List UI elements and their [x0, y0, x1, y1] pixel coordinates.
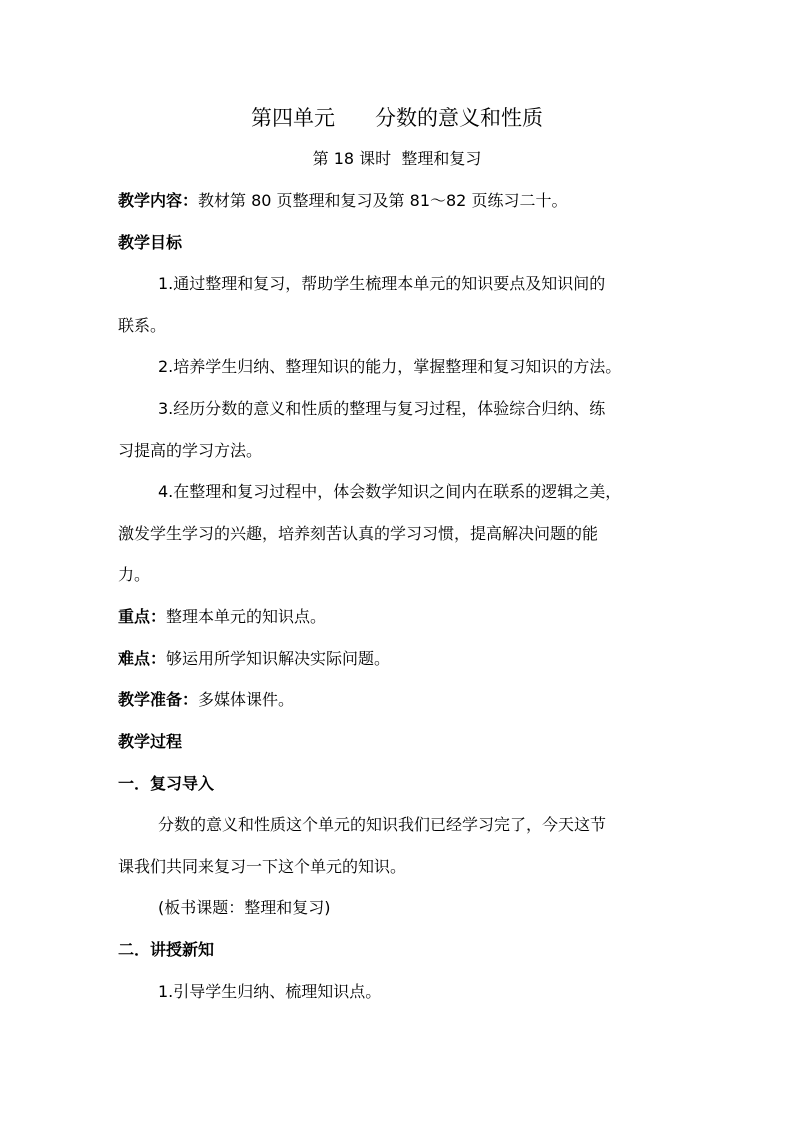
teaching-content-text: 教材第 80 页整理和复习及第 81～82 页练习二十。	[198, 191, 568, 210]
goals-heading: 教学目标	[118, 233, 183, 252]
goal-1-line-2: 联系。	[118, 316, 167, 335]
section-2-item-1: 1.引导学生归纳、梳理知识点。	[158, 982, 382, 1001]
teaching-content-label: 教学内容：	[118, 191, 199, 210]
preparation-text: 多媒体课件。	[198, 690, 295, 709]
goal-3-line-1: 3.经历分数的意义和性质的整理与复习过程，体验综合归纳、练	[158, 399, 606, 418]
goal-4-line-1: 4.在整理和复习过程中，体会数学知识之间内在联系的逻辑之美，	[158, 482, 622, 501]
section-2-heading: 二．讲授新知	[118, 940, 215, 959]
difficulty-label: 难点：	[118, 649, 167, 668]
process-heading: 教学过程	[118, 732, 183, 751]
section-1-heading: 一．复习导入	[118, 774, 215, 793]
teaching-preparation	[118, 690, 294, 710]
goal-2: 2.培养学生归纳、整理知识的能力，掌握整理和复习知识的方法。	[158, 357, 622, 376]
preparation-label: 教学准备：	[118, 690, 199, 709]
section-1-line-1: 分数的意义和性质这个单元的知识我们已经学习完了，今天这节	[158, 815, 607, 834]
section-1-line-2: 课我们共同来复习一下这个单元的知识。	[118, 857, 407, 876]
goal-4-line-3: 力。	[118, 565, 151, 584]
teaching-content	[118, 191, 567, 211]
section-1-note: (板书课题：整理和复习)	[158, 898, 331, 917]
lesson-subtitle: 第 18 课时 整理和复习	[312, 149, 482, 168]
difficulty-text: 够运用所学知识解决实际问题。	[166, 649, 391, 668]
document-title: 第四单元 分数的意义和性质	[250, 106, 544, 130]
difficulty-point	[118, 649, 390, 669]
goal-1-line-1: 1.通过整理和复习，帮助学生梳理本单元的知识要点及知识间的	[158, 274, 606, 293]
key-point	[118, 607, 326, 627]
goal-4-line-2: 激发学生学习的兴趣，培养刻苦认真的学习习惯，提高解决问题的能	[118, 524, 599, 543]
key-point-label: 重点：	[118, 607, 167, 626]
goal-3-line-2: 习提高的学习方法。	[118, 441, 263, 460]
key-point-text: 整理本单元的知识点。	[166, 607, 327, 626]
